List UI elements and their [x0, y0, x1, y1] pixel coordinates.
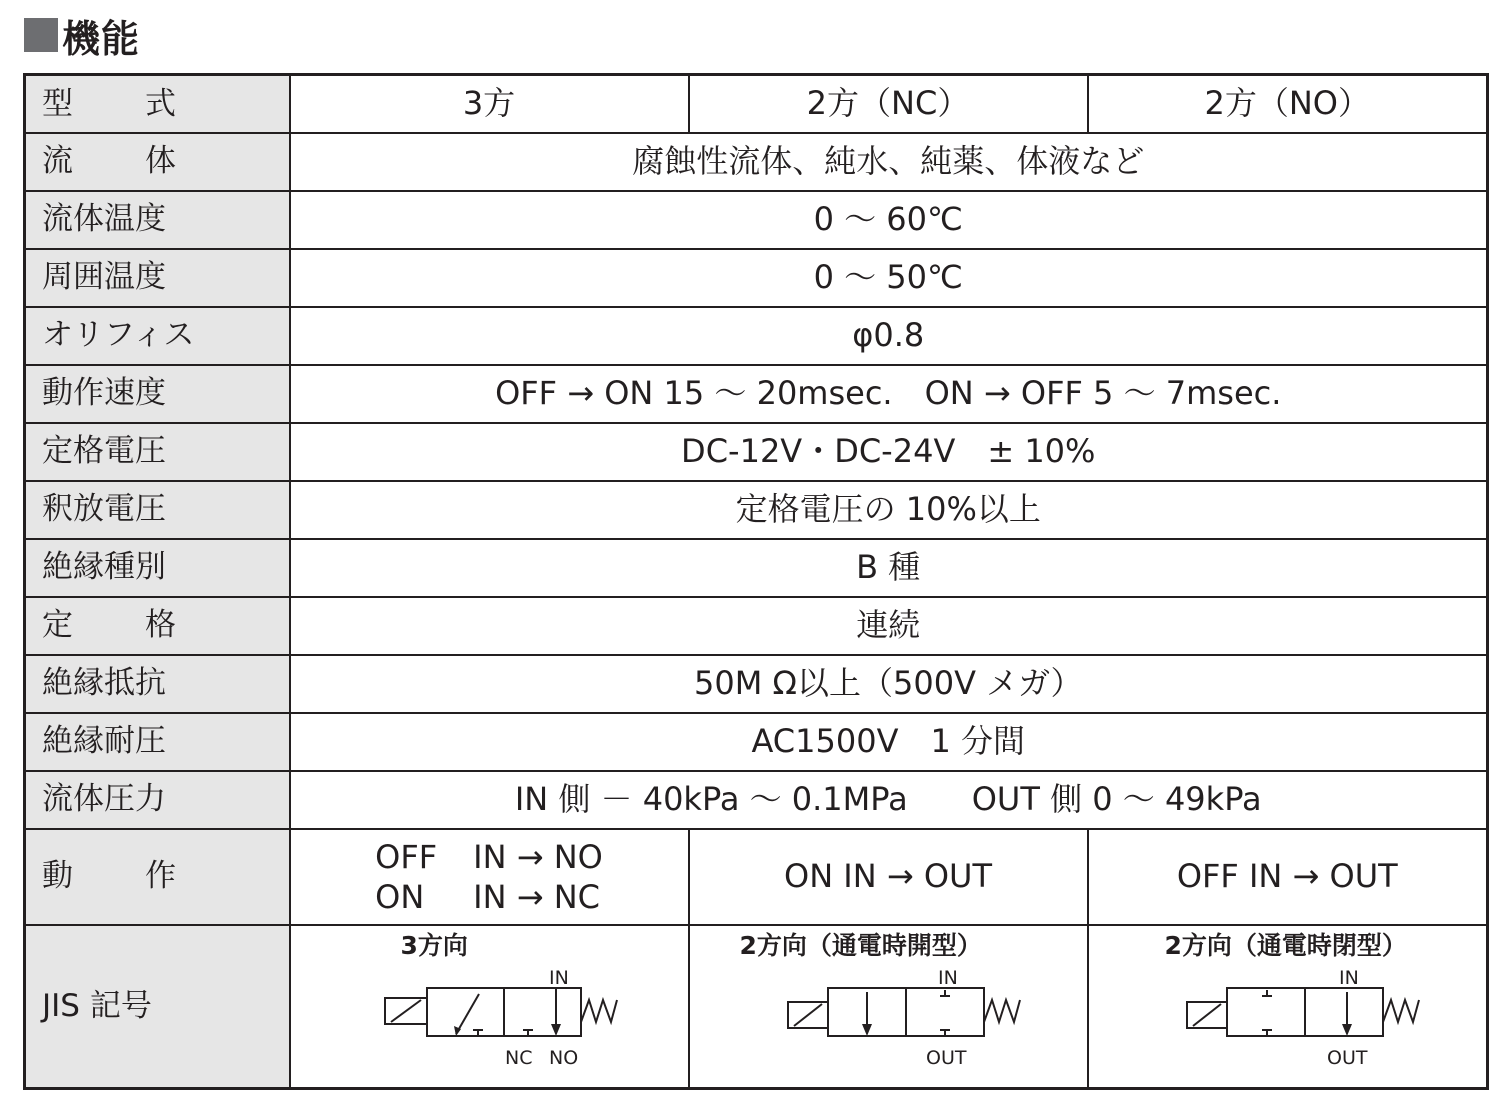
row-label-orifice: オリフィス	[25, 307, 290, 365]
row-value-dielectric-strength: AC1500V 1 分間	[290, 713, 1488, 771]
operation-2way-nc: ON IN → OUT	[689, 829, 1088, 925]
row-value-orifice: φ0.8	[290, 307, 1488, 365]
row-value-rating: 連続	[290, 597, 1488, 655]
port-in-label: IN	[548, 967, 569, 990]
section-heading	[24, 10, 140, 60]
row-label-rated-voltage: 定格電圧	[25, 423, 290, 481]
column-header-2way-nc: 2方（NC）	[689, 75, 1088, 133]
table-row-response-speed	[25, 365, 1488, 423]
jis-title-3way: 3方向	[400, 931, 468, 961]
row-label-jis-symbol: JIS 記号	[25, 925, 290, 1089]
jis-symbol-3way	[290, 925, 689, 1089]
row-label-insulation-class: 絶縁種別	[25, 539, 290, 597]
spec-table	[23, 73, 1489, 1090]
row-value-ambient-temp: 0 ～ 50℃	[290, 249, 1488, 307]
valve-2way-nc-symbol-icon	[690, 966, 1088, 1070]
row-value-response-speed: OFF → ON 15 ～ 20msec. ON → OFF 5 ～ 7msec.	[290, 365, 1488, 423]
port-nc-label: NC	[504, 1047, 532, 1070]
table-row-dielectric-strength	[25, 713, 1488, 771]
port-in-label: IN	[1338, 967, 1359, 990]
jis-title-2way-no: 2方向（通電時閉型）	[1164, 931, 1407, 961]
row-label-fluid-pressure: 流体圧力	[25, 771, 290, 829]
op-on-state: ON	[375, 877, 425, 916]
row-label-fluid-temp: 流体温度	[25, 191, 290, 249]
port-in-label: IN	[937, 967, 958, 990]
table-row-operation	[25, 829, 1488, 925]
row-label-insulation-resistance: 絶縁抵抗	[25, 655, 290, 713]
row-label-rating: 定 格	[25, 597, 290, 655]
jis-symbol-2way-no	[1088, 925, 1488, 1089]
column-header-2way-no: 2方（NO）	[1088, 75, 1488, 133]
row-label-response-speed: 動作速度	[25, 365, 290, 423]
port-out-label: OUT	[1326, 1047, 1367, 1070]
column-header-3way: 3方	[290, 75, 689, 133]
row-value-fluid: 腐蝕性流体、純水、純薬、体液など	[290, 133, 1488, 191]
table-row-fluid-temp	[25, 191, 1488, 249]
row-label-ambient-temp: 周囲温度	[25, 249, 290, 307]
valve-2way-no-symbol-icon	[1089, 966, 1487, 1070]
table-row-fluid-pressure	[25, 771, 1488, 829]
op-off-flow: IN → NO	[473, 837, 603, 876]
table-row-jis-symbol	[25, 925, 1488, 1089]
row-value-insulation-resistance: 50M Ω以上（500V メガ）	[290, 655, 1488, 713]
table-row-release-voltage	[25, 481, 1488, 539]
port-out-label: OUT	[925, 1047, 966, 1070]
table-row-insulation-class	[25, 539, 1488, 597]
table-row-ambient-temp	[25, 249, 1488, 307]
row-label-dielectric-strength: 絶縁耐圧	[25, 713, 290, 771]
row-label-operation: 動 作	[25, 829, 290, 925]
operation-2way-no: OFF IN → OUT	[1088, 829, 1488, 925]
table-row-rating	[25, 597, 1488, 655]
table-row-orifice	[25, 307, 1488, 365]
row-value-fluid-pressure: IN 側 － 40kPa ～ 0.1MPa OUT 側 0 ～ 49kPa	[290, 771, 1488, 829]
row-value-insulation-class: B 種	[290, 539, 1488, 597]
port-no-label: NO	[548, 1047, 578, 1070]
row-value-fluid-temp: 0 ～ 60℃	[290, 191, 1488, 249]
jis-symbol-2way-nc	[689, 925, 1088, 1089]
row-label-fluid: 流 体	[25, 133, 290, 191]
row-value-rated-voltage: DC-12V・DC-24V ± 10%	[290, 423, 1488, 481]
table-row-rated-voltage	[25, 423, 1488, 481]
valve-3way-symbol-icon	[291, 966, 689, 1070]
heading-square-icon	[24, 18, 58, 52]
op-on-flow: IN → NC	[473, 877, 600, 916]
heading-title: 機能	[62, 16, 141, 61]
jis-title-2way-nc: 2方向（通電時開型）	[739, 931, 982, 961]
op-off-state: OFF	[375, 837, 438, 876]
row-label-release-voltage: 釈放電圧	[25, 481, 290, 539]
table-row-type	[25, 75, 1488, 133]
table-row-fluid	[25, 133, 1488, 191]
row-value-release-voltage: 定格電圧の 10%以上	[290, 481, 1488, 539]
table-row-insulation-resistance	[25, 655, 1488, 713]
row-label-type: 型 式	[25, 75, 290, 133]
operation-3way	[290, 829, 689, 925]
